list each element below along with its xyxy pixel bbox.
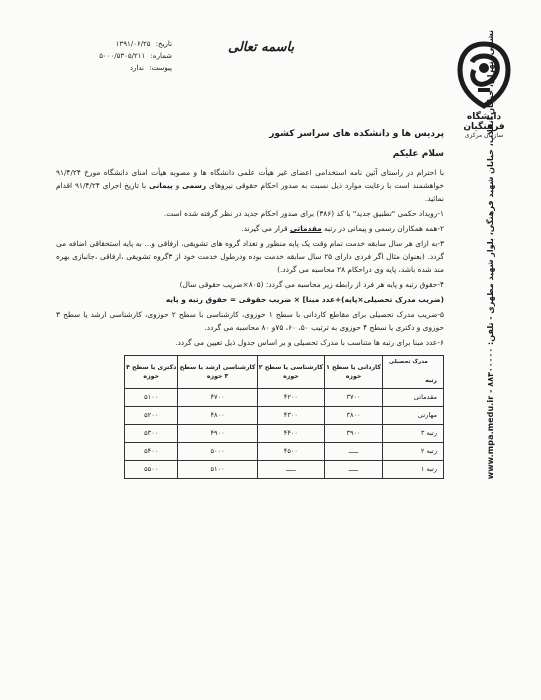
value-cell: ـــــ xyxy=(257,461,324,479)
base-number-table xyxy=(124,355,444,479)
table-row xyxy=(125,461,444,479)
item-2 xyxy=(56,222,444,235)
value-cell: ۵۴۰۰ xyxy=(125,443,178,461)
letter-body xyxy=(56,128,444,479)
table-header: کارشناسی ارشد یا سطح ۳ حوزه xyxy=(178,356,257,389)
value-cell: ۴۳۰۰ xyxy=(257,407,324,425)
value-cell: ۴۲۰۰ xyxy=(257,389,324,407)
item-4: ۴-حقوق رتبه و پایه هر فرد از رابطه زیر محاسبه می گردد: (۸۰۵×ضریب حقوقی سال) xyxy=(179,280,444,289)
table-row xyxy=(125,443,444,461)
corner-degree-label: مدرک تحصیلی xyxy=(389,359,428,365)
value-cell: ۳۹۰۰ xyxy=(325,425,383,443)
formula-line: (ضریب مدرک تحصیلی×پایه)+عدد مبنا] × ضریب حقوقی = حقوق رتبه و پایه xyxy=(165,295,444,304)
rank-cell: رتبه ۲ xyxy=(383,443,444,461)
date-label: تاریخ: xyxy=(155,40,172,48)
attachment-value: ندارد xyxy=(129,64,144,72)
basmala-heading: باسمه تعالی xyxy=(228,40,295,55)
value-cell: ـــــ xyxy=(325,443,383,461)
attachment-row xyxy=(62,62,172,74)
date-value: ۱۳۹۱/۰۶/۲۵ xyxy=(115,40,151,48)
sidebar-address: نشانی: تهران، خیابان انقلاب، خیابان شهید فرهنگی، بلوار شهید مطهری - تلفن: ۸۸۳۰۰۰۰۰ - www.mpa.medu.ir xyxy=(486,30,495,480)
number-value: ۵۰۰۰/۵۳۰۵/۲۱۱ xyxy=(99,52,146,60)
intro-text-2: دانشگاه مورخ ۹۱/۴/۲۴ خواهشمند است با رعایت موارد ذیل نسبت به صدور احکام حقوقی نیروهای xyxy=(56,168,444,190)
value-cell: ۴۴۰۰ xyxy=(257,425,324,443)
value-cell: ۵۱۰۰ xyxy=(125,389,178,407)
logo-sub: سازمان مرکزی xyxy=(464,132,504,139)
value-cell: ۴۷۰۰ xyxy=(178,389,257,407)
item-3: ۳-به ازای هر سال سابقه خدمت تمام وقت یک پایه منظور و تعداد گروه های تشویقی، ارفاقی و... به پایه استحقاقی اضافه می گردد. (بعنوان مثال اگر فردی دارای ۲۵ سال سابقه خدمت بوده ودرطول خدمت خود از ۳گروه تشویقی ،ارفاقی ،جانبازی بهره مند شده باشد، پایه وی دراحکام ۲۸ محاسبه می گردد.) xyxy=(56,239,445,274)
value-cell: ۵۲۰۰ xyxy=(125,407,178,425)
logo-name: دانشگاه فرهنگیان xyxy=(463,112,505,132)
rank-cell: رتبه ۱ xyxy=(383,461,444,479)
item-2-text-b: قرار می گیرند. xyxy=(241,224,288,233)
rank-cell: مهارتی xyxy=(383,407,444,425)
university-logo xyxy=(454,40,514,150)
value-cell: ۴۹۰۰ xyxy=(178,425,257,443)
table-row xyxy=(125,389,444,407)
value-cell: ۵۵۰۰ xyxy=(125,461,178,479)
item-5: ۵-ضریب مدرک تحصیلی برای مقاطع کاردانی با سطح ۱ حوزوی، کارشناسی با سطح ۲ حوزوی، کارشناسی ارشد یا سطح ۳ حوزوی و دکتری یا سطح ۴ حوزوی به ترتیب ۵۰، ۶۰، ۷۵و ۸۰ محاسبه می گردد. xyxy=(56,310,444,332)
item-1: ۱-رویداد حکمی "تطبیق جدید" با کد (۳۸۶) برای صدور احکام جدید در نظر گرفته شده است. xyxy=(163,209,444,218)
number-row xyxy=(62,50,172,62)
table-header: کارشناسی یا سطح ۲ حوزه xyxy=(257,356,324,389)
intro-text-1: با احترام در راستای آئین نامه استخدامی اعضای غیر هیأت علمی دانشگاه ها و مصوبه هیأت امنای xyxy=(131,168,445,177)
value-cell: ۴۵۰۰ xyxy=(257,443,324,461)
value-cell: ۵۰۰۰ xyxy=(178,443,257,461)
value-cell: ۵۱۰۰ xyxy=(178,461,257,479)
intro-bold-1: رسمی xyxy=(182,181,207,190)
intro-bold-2: پیمانی xyxy=(149,181,173,190)
rank-cell: رتبه ۳ xyxy=(383,425,444,443)
table-header: کاردانی یا سطح ۱ حوزه xyxy=(325,356,383,389)
item-6: ۶-عدد مبنا برای رتبه ها متناسب با مدرک تحصیلی و بر اساس جدول ذیل تعیین می گردد. xyxy=(175,338,444,347)
item-2-text-a: ۲-همه همکاران رسمی و پیمانی در رتبه xyxy=(324,224,444,233)
rank-cell: مقدماتی xyxy=(383,389,444,407)
recipient-line: پردیس ها و دانشکده های سراسر کشور xyxy=(269,129,444,139)
greeting-line: سلام علیکم xyxy=(392,149,444,159)
value-cell: ۳۸۰۰ xyxy=(325,407,383,425)
table-header-row xyxy=(125,356,444,389)
attachment-label: پیوست: xyxy=(149,64,172,72)
table-row xyxy=(125,425,444,443)
corner-rank-label: رتبه xyxy=(425,377,437,384)
letter-meta xyxy=(62,38,172,74)
intro-paragraph xyxy=(56,166,444,205)
date-row xyxy=(62,38,172,50)
table-corner-cell xyxy=(383,356,444,389)
value-cell: ۵۳۰۰ xyxy=(125,425,178,443)
table-header: دکتری یا سطح ۴ حوزه xyxy=(125,356,178,389)
table-row xyxy=(125,407,444,425)
value-cell: ـــــ xyxy=(325,461,383,479)
item-2-bold: مقدماتی xyxy=(289,224,322,233)
number-label: شماره: xyxy=(150,52,172,60)
value-cell: ۳۷۰۰ xyxy=(325,389,383,407)
intro-text-4: با تاریخ اجرای ۹۱/۴/۲۴ اقدام نمائید. xyxy=(56,181,444,203)
value-cell: ۴۸۰۰ xyxy=(178,407,257,425)
logo-emblem-icon xyxy=(454,40,514,110)
intro-text-3: و xyxy=(175,181,180,190)
